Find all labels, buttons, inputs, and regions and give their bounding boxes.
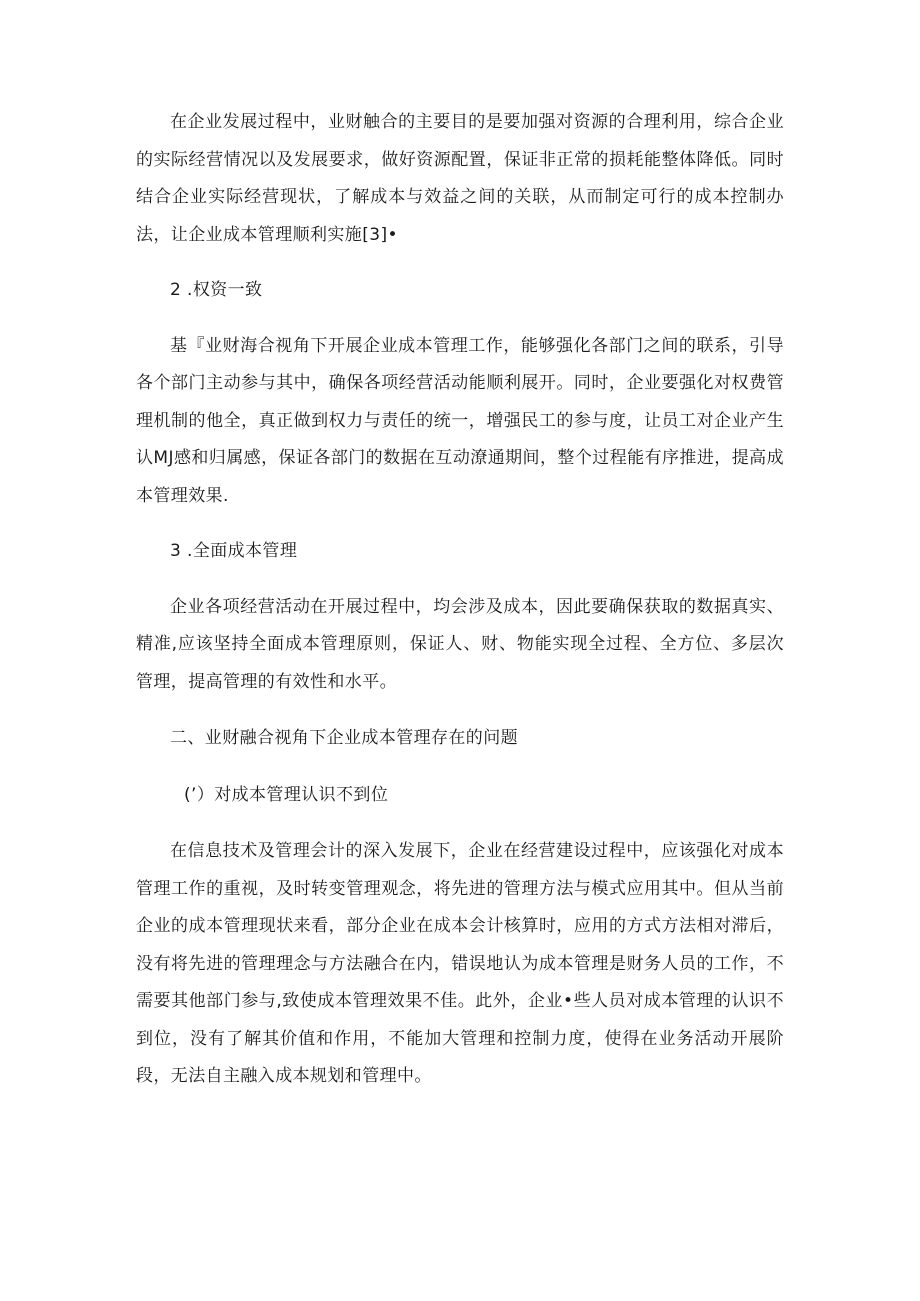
spacer bbox=[136, 571, 784, 589]
spacer bbox=[136, 310, 784, 328]
chapter-heading-problems: 二、业财融合视角下企业成本管理存在的问题 bbox=[170, 728, 518, 748]
paragraph-intro: 在企业发展过程中，业财触合的主要目的是要加强对资源的合理利用，综合企业的实际经营情况以及发展要求，做好资源配置，保证非正常的损耗能整体降低。同时结合企业实际经营现状，了解成本与效益之间的关联，从而制定可行的成本控制办法，让企业成本管理顺利实施[3]• bbox=[136, 112, 784, 245]
spacer bbox=[136, 254, 784, 272]
section-heading-3: 3 .全面成本管理 bbox=[170, 541, 298, 561]
paragraph-full-cost: 企业各项经营活动在开展过程中，均会涉及成本，因此要确保获取的数据真实、精准,应该坚持全面成本管理原则，保证人、财、物能实现全过程、全方位、多层次管理，提高管理的有效性和水平。 bbox=[136, 596, 784, 692]
subsection-heading-1: (’）对成本管理认识不到位 bbox=[184, 784, 389, 805]
section-heading-2: 2 .权资一致 bbox=[170, 280, 263, 300]
paragraph-awareness: 在信息技术及管理会计的深入发展下，企业在经营建设过程中，应该强化对成本管理工作的重视，及时转变管理观念，将先进的管理方法与模式应用其中。但从当前企业的成本管理现状来看，部分企业在成本会计核算时，应用的方式方法相对滞后，没有将先进的管理理念与方法融合在内，错误地认为成本管理是财务人员的工作，不需要其他部门参与,致使成本管理效果不佳。此外，企业•些人员对成本管理的认识不到位，没有了解其价值和作用，不能加大管理和控制力度，使得在业务活动开展阶段，无法自主融入成本规划和管理中。 bbox=[136, 841, 784, 1086]
spacer bbox=[136, 515, 784, 533]
spacer bbox=[136, 701, 784, 720]
spacer bbox=[136, 758, 784, 777]
spacer bbox=[136, 814, 784, 833]
document-page bbox=[136, 104, 784, 1096]
paragraph-rights-responsibility: 基『业财海合视角下开展企业成本管理工作，能够强化各部门之间的联系，引导各个部门主动参与其中，确保各项经营活动能顺利展开。同时，企业要强化对权费管理机制的他全，真正做到权力与责任的统一，增强民工的参与度，让员工对企业产生认MJ感和归属感，保证各部门的数据在互动潦通期间，整个过程能有序推进，提高成本管理效果. bbox=[136, 335, 784, 506]
